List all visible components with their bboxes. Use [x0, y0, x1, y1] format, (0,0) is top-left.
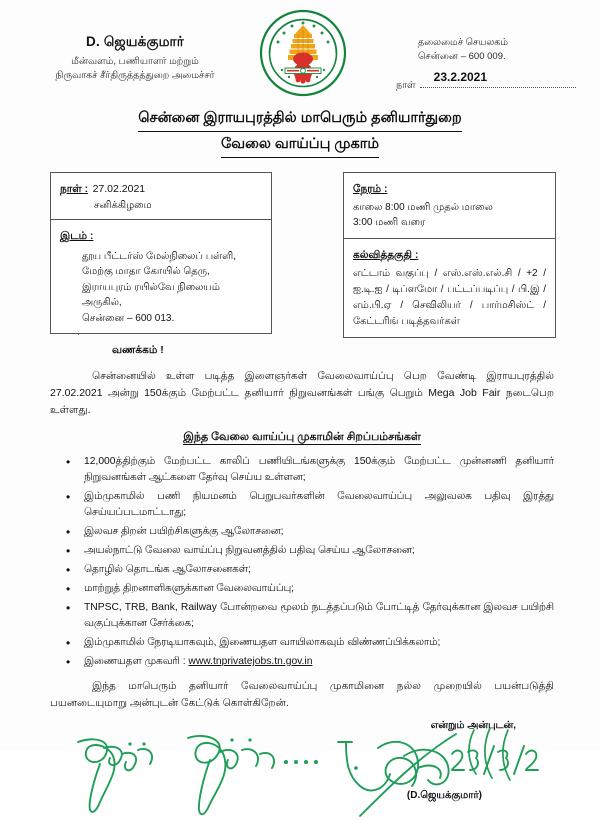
closing-paragraph: இந்த மாபெரும் தனியார் வேலைவாய்ப்பு முகாமினை நல்ல முறையில் பயன்படுத்தி பயனடையுமாறு அன்புடன் கேட்டுக் கொள்கிறேன். [50, 679, 554, 710]
minister-name: D. ஜெயக்குமார் [86, 34, 184, 49]
list-item: • 12,000த்திற்கும் மேற்பட்ட காலிப் பணியிடங்களுக்கு 150க்கும் மேற்பட்ட முன்னணி தனியார் நிறுவனங்கள் ஆட்களை தேர்வு செய்ய உள்ளன; [72, 454, 554, 486]
time-line: காலை 8:00 மணி முதல் மாலை [353, 201, 493, 213]
minister-department-line-1: மீன்வளம், பணியாளர் மற்றும் [71, 55, 199, 67]
minister-block [20, 32, 250, 83]
date-venue-box [50, 172, 272, 335]
page-title [0, 106, 600, 158]
event-details-row [0, 172, 600, 327]
venue-line: தூய பீட்டர்ஸ் மேல்நிலைப் பள்ளி, [82, 250, 237, 262]
letterhead [0, 0, 600, 100]
letter-date-value: 23.2.2021 [433, 69, 488, 84]
qualification-cell-label: கல்வித்தகுதி : [353, 248, 419, 261]
list-item: • இம்முகாமில் நேரடியாகவும், இணையதள வாயிலாகவும் விண்ணப்பிக்கலாம்; [72, 635, 554, 651]
venue-cell-label: இடம் : [60, 229, 94, 242]
website-url-link[interactable]: www.tnprivatejobs.tn.gov.in [188, 655, 313, 667]
date-cell [51, 173, 271, 219]
list-item: • அயல்நாட்டு வேலை வாய்ப்பு நிறுவனத்தில் பதிவு செய்ய ஆலோசனை; [72, 543, 554, 559]
highlights-heading-text: இந்த வேலை வாய்ப்பு முகாமின் சிறப்பம்சங்கள் [183, 431, 421, 444]
tamil-nadu-state-emblem-icon [258, 8, 348, 98]
date-dotted-line [420, 69, 576, 88]
website-label: இணையதள முகவரி : [84, 655, 189, 667]
office-address-line-1: தலைமைச் செயலகம் [418, 37, 509, 48]
list-item: • TNPSC, TRB, Bank, Railway போன்றவை மூலம் நடத்தப்படும் போட்டித் தேர்வுக்கான இலவச பயிற்சி வகுப்புக்கான சேர்க்கை; [72, 600, 554, 632]
venue-line: சென்னை – 600 013. [82, 312, 175, 324]
office-address-block [396, 36, 576, 93]
yours-sincerely: என்றும் அன்புடன், [430, 719, 516, 731]
intro-paragraph: சென்னையில் உள்ள படித்த இளைஞர்கள் வேலைவாய்ப்பு பெற வேண்டி இராயபுரத்தில் 27.02.2021 அன்று 150க்கும் மேற்பட்ட தனியார் நிறுவனங்கள் பங்கு பெறும் Mega Job Fair நடைபெற உள்ளது. [50, 369, 554, 417]
greeting: வணக்கம் ! [112, 343, 164, 356]
minister-department-line-2: நிருவாகச் சீர்திருத்தத்துறை அமைச்சர் [55, 70, 215, 82]
highlights-heading [50, 431, 554, 445]
highlights-list [50, 454, 554, 669]
date-cell-weekday: சனிக்கிழமை [94, 199, 152, 211]
list-item: • தொழில் தொடங்க ஆலோசனைகள்; [72, 562, 554, 578]
page-title-line-2: வேலை வாய்ப்பு முகாம் [221, 134, 379, 158]
venue-cell [51, 219, 271, 334]
letter-body [0, 324, 600, 732]
letter-date-row [396, 69, 576, 93]
list-item: • மாற்றுத் திறனாளிகளுக்கான வேலைவாய்ப்பு; [72, 581, 554, 597]
date-cell-value: 27.02.2021 [92, 182, 146, 195]
handwritten-signature-icon [60, 728, 540, 818]
qualification-cell [344, 238, 555, 337]
time-cell-label: நேரம் : [353, 182, 388, 195]
list-item: • இலவச திறன் பயிற்சிகளுக்கு ஆலோசனை; [72, 524, 554, 540]
date-label: நாள் [396, 79, 416, 91]
venue-line: இராயபுரம் ரயில்வே நிலையம் அருகில், [82, 281, 220, 308]
date-cell-label: நாள் : [60, 182, 89, 195]
list-item-website [72, 654, 554, 670]
signatory-name: (D.ஜெயக்குமார்) [406, 789, 482, 801]
signature-area [0, 734, 600, 820]
time-line: 3:00 மணி வரை [353, 217, 426, 228]
page-title-line-1: சென்னை இராயபுரத்தில் மாபெரும் தனியார்துறை [138, 108, 461, 132]
time-cell-lines [353, 200, 546, 231]
office-address-line-2: சென்னை – 600 009. [418, 51, 506, 63]
qualification-cell-text: எட்டாம் வகுப்பு / எஸ்.எஸ்.எல்.சி / +2 / ஐ.டி.ஐ / டிப்ளமோ / பட்டப்படிப்பு / பி.இ / எம்.பி.ஏ / செவிலியர் / பார்மசிஸ்ட் / கேட்டரிங் படித்தவர்கள் [353, 267, 546, 327]
venue-line: மேற்கு மாதா கோயில் தெரு, [82, 266, 210, 277]
list-item: • இம்முகாமில் பணி நியமனம் பெறுபவர்களின் வேலைவாய்ப்பு அலுவலக பதிவு இரத்து செய்யப்படமாட்டாது; [72, 489, 554, 521]
time-qualification-box [343, 172, 556, 338]
venue-address-lines [60, 249, 262, 327]
time-cell [344, 173, 555, 238]
